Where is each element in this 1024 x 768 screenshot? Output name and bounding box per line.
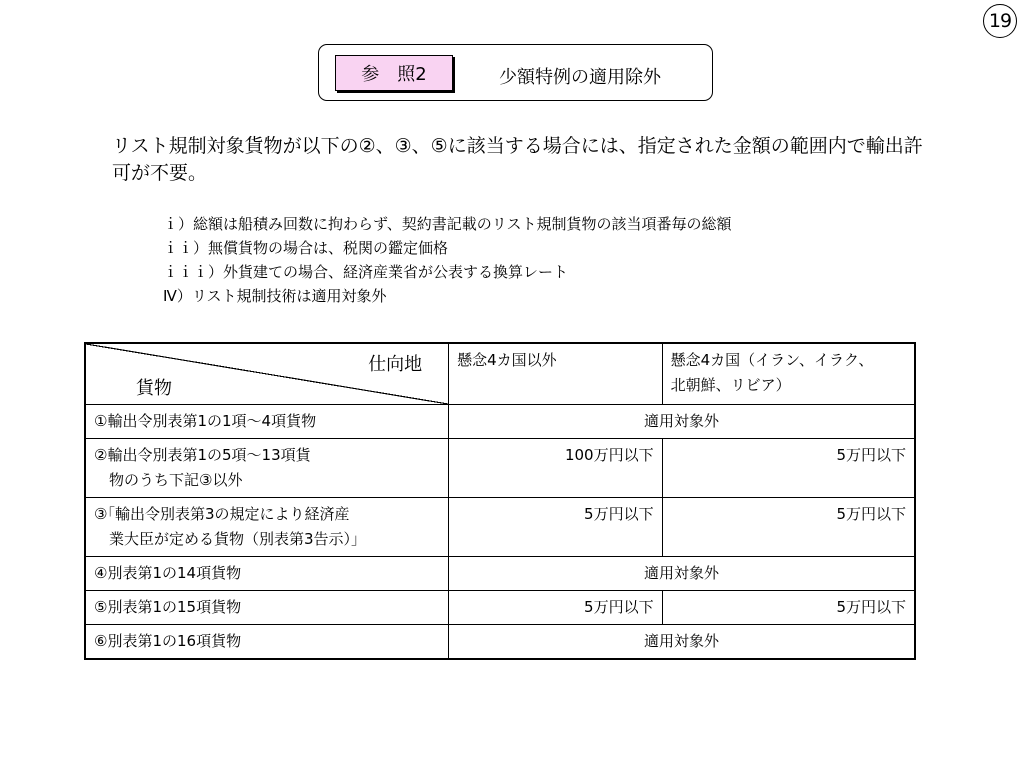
value-cell: 5万円以下 [449,498,663,557]
table-row [85,557,915,591]
destination-header: 仕向地 [368,354,423,375]
table-row [85,625,915,660]
page-number-text: 19 [988,9,1012,32]
goods-cell: ⑤別表第1の15項貨物 [85,591,449,625]
page-number [983,4,1017,38]
exemption-table [84,342,916,660]
note-item: Ⅳ）リスト規制技術は適用対象外 [163,287,387,305]
goods-cell: ②輸出令別表第1の5項～13項貨 物のうち下記③以外 [85,439,449,498]
page-title: 少額特例の適用除外 [499,67,661,88]
goods-cell: ③｢輸出令別表第3の規定により経済産 業大臣が定める貨物（別表第3告示）」 [85,498,449,557]
reference-label-text: 参 照2 [361,64,427,85]
note-item: ｉｉ）無償貨物の場合は、税関の鑑定価格 [163,239,449,257]
goods-header: 貨物 [136,378,172,399]
table-header-row [85,343,915,405]
dest-col1-header: 懸念4カ国以外 [449,343,663,405]
merged-cell: 適用対象外 [449,557,915,591]
table-row [85,439,915,498]
table-row [85,591,915,625]
value-cell: 100万円以下 [449,439,663,498]
dest-col2-header: 懸念4カ国（イラン、イラク、 北朝鮮、リビア） [662,343,915,405]
merged-cell: 適用対象外 [449,405,915,439]
goods-cell: ①輸出令別表第1の1項～4項貨物 [85,405,449,439]
title-box [318,44,713,101]
goods-cell: ④別表第1の14項貨物 [85,557,449,591]
intro-text: リスト規制対象貨物が以下の②、③、⑤に該当する場合には、指定された金額の範囲内で輸出許可が不要。 [112,135,923,184]
table-row [85,405,915,439]
table-row [85,498,915,557]
goods-cell: ⑥別表第1の16項貨物 [85,625,449,660]
value-cell: 5万円以下 [662,439,915,498]
note-item: ｉ）総額は船積み回数に拘わらず、契約書記載のリスト規制貨物の該当項番毎の総額 [163,215,732,233]
value-cell: 5万円以下 [662,498,915,557]
notes-list [163,212,732,308]
value-cell: 5万円以下 [449,591,663,625]
note-item: ｉｉｉ）外貨建ての場合、経済産業省が公表する換算レート [163,263,569,281]
value-cell: 5万円以下 [662,591,915,625]
merged-cell: 適用対象外 [449,625,915,660]
diagonal-header-cell [85,343,449,405]
reference-label [335,55,453,91]
